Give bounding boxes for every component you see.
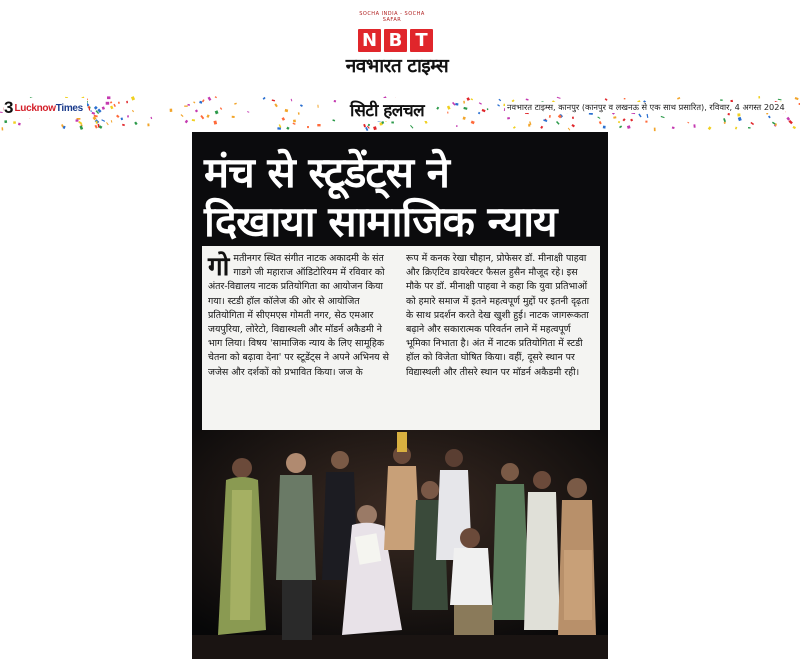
confetti-piece (507, 117, 510, 119)
confetti-piece (298, 112, 300, 114)
confetti-piece (187, 104, 190, 106)
edition-brand (14, 103, 82, 114)
nbt-logo-letter-b: B (384, 29, 407, 52)
confetti-piece (0, 112, 3, 113)
confetti-piece (180, 114, 183, 117)
confetti-piece (603, 126, 606, 129)
confetti-piece (232, 116, 235, 118)
confetti-piece (147, 123, 149, 126)
section-strip (0, 92, 800, 132)
confetti-piece (317, 105, 318, 108)
confetti-piece (720, 99, 723, 100)
confetti-piece (540, 126, 543, 129)
stage-photo (192, 430, 608, 659)
confetti-piece (106, 102, 110, 105)
confetti-piece (91, 112, 95, 115)
article-body (202, 246, 600, 430)
confetti-piece (193, 101, 195, 103)
confetti-piece (102, 106, 105, 110)
headline-line-2: दिखाया सामाजिक न्याय (204, 197, 557, 246)
confetti-piece (274, 103, 278, 107)
confetti-piece (132, 110, 134, 112)
confetti-piece (728, 113, 730, 115)
headline (204, 148, 604, 246)
confetti-piece (618, 121, 620, 123)
confetti-piece (200, 115, 204, 119)
headline-line-1: मंच से स्टूडेंट्स ने (204, 148, 449, 197)
confetti-piece (613, 116, 616, 118)
confetti-piece (738, 117, 742, 121)
confetti-piece (90, 110, 92, 112)
confetti-piece (599, 121, 602, 124)
confetti-piece (2, 127, 4, 130)
confetti-piece (478, 112, 481, 115)
confetti-piece (638, 114, 641, 118)
confetti-piece (127, 115, 129, 117)
confetti-piece (272, 99, 275, 101)
section-title: सिटी हलचल (346, 98, 428, 121)
confetti-piece (286, 127, 289, 130)
confetti-piece (447, 106, 451, 110)
confetti-piece (605, 98, 608, 101)
confetti-piece (482, 109, 486, 112)
body-column-2 (406, 252, 594, 426)
confetti-piece (748, 127, 751, 129)
confetti-piece (556, 121, 560, 125)
confetti-piece (647, 114, 649, 118)
newspaper-name: नवभारत टाइम्स (345, 55, 449, 77)
confetti-piece (788, 120, 792, 124)
confetti-piece (456, 125, 458, 127)
confetti-piece (549, 115, 551, 118)
confetti-piece (111, 120, 113, 123)
dateline: नवभारत टाइम्स, कानपुर (कानपुर व लखनऊ से एक साथ प्रसारित), रविवार, 4 अगस्त 2024 (507, 102, 785, 112)
confetti-piece (78, 121, 82, 125)
confetti-piece (768, 116, 771, 119)
confetti-piece (184, 106, 188, 107)
confetti-piece (778, 99, 782, 101)
confetti-piece (113, 104, 116, 107)
confetti-piece (96, 121, 98, 124)
masthead (0, 0, 800, 84)
confetti-piece (291, 99, 293, 102)
confetti-piece (120, 117, 123, 120)
confetti-piece (213, 121, 217, 125)
confetti-piece (497, 104, 500, 107)
edition-brand-part1: Lucknow (14, 102, 56, 114)
confetti-piece (116, 115, 119, 118)
confetti-piece (479, 102, 482, 104)
confetti-piece (293, 120, 296, 123)
confetti-piece (202, 99, 205, 102)
confetti-piece (76, 119, 79, 121)
confetti-piece (94, 106, 98, 110)
confetti-piece (363, 124, 366, 127)
confetti-piece (234, 103, 237, 105)
confetti-piece (572, 117, 574, 119)
confetti-piece (107, 96, 110, 99)
confetti-piece (466, 97, 470, 101)
confetti-piece (597, 117, 600, 119)
body-text-2: रूप में कनक रेखा चौहान, प्रोफेसर डॉ. मीनाक्षी पाहवा और क्रिएटिव डायरेक्टर फैसल हुसैन मौजूद रहे। इस मौके पर डॉ. मीनाक्षी पाहवा ने कहा कि युवा प्रतिभाओं को हमारे समाज में इतने महत्वपूर्ण मुद्दों पर इतनी दृढ़ता के साथ प्रदर्शन करते देख खुशी हुई। नाटक जागरूकता बढ़ाने और सकारात्मक परिवर्तन लाने में महत्वपूर्ण भूमिका निभाता है। अंत में नाटक प्रतियोगिता में स्टडी हॉल को विजेता घोषित किया। वहीं, दूसरे स्थान पर विद्यास्थली और तीसरे स्थान पर मॉडर्न अकैडमी रही। (406, 253, 590, 378)
confetti-piece (199, 101, 202, 104)
confetti-piece (170, 109, 173, 112)
confetti-piece (750, 122, 754, 125)
confetti-piece (455, 103, 458, 106)
confetti-piece (410, 125, 413, 129)
confetti-piece (624, 98, 626, 99)
edition-number: 3 (4, 98, 14, 117)
dropcap: गो (208, 252, 230, 282)
confetti-piece (436, 107, 439, 110)
confetti-piece (94, 125, 97, 129)
confetti-piece (447, 112, 448, 114)
article-panel (192, 132, 608, 659)
confetti-piece (126, 101, 128, 103)
confetti-piece (206, 114, 209, 118)
confetti-piece (101, 119, 105, 122)
confetti-piece (300, 104, 303, 107)
confetti-piece (557, 97, 561, 99)
confetti-piece (134, 122, 137, 126)
confetti-piece (619, 125, 622, 128)
confetti-piece (122, 124, 125, 126)
confetti-piece (391, 122, 394, 124)
confetti-piece (263, 97, 266, 100)
confetti-piece (622, 118, 625, 121)
nbt-logo (358, 29, 433, 53)
confetti-piece (18, 123, 21, 126)
confetti-piece (568, 128, 571, 131)
confetti-piece (627, 125, 631, 129)
confetti-piece (279, 124, 282, 128)
confetti-piece (150, 117, 152, 119)
confetti-piece (317, 124, 320, 126)
confetti-piece (630, 119, 633, 122)
confetti-piece (793, 126, 796, 129)
confetti-piece (293, 123, 296, 125)
confetti-piece (654, 128, 656, 132)
confetti-piece (463, 107, 467, 110)
confetti-piece (526, 99, 529, 101)
confetti-piece (285, 109, 289, 112)
confetti-piece (118, 102, 120, 104)
confetti-piece (106, 122, 109, 125)
confetti-piece (215, 96, 217, 98)
confetti-piece (758, 96, 760, 98)
confetti-piece (334, 100, 337, 102)
masthead-tagline: SOCHA INDIA - SOCHA SAFAR (359, 11, 425, 23)
confetti-piece (723, 122, 726, 125)
confetti-piece (282, 117, 286, 121)
confetti-piece (463, 101, 465, 104)
confetti-piece (79, 126, 83, 130)
confetti-piece (661, 116, 665, 118)
confetti-piece (4, 120, 7, 123)
confetti-piece (247, 111, 249, 113)
confetti-piece (677, 97, 680, 100)
confetti-piece (208, 97, 212, 101)
confetti-piece (513, 126, 516, 129)
confetti-piece (471, 98, 474, 100)
confetti-piece (708, 126, 712, 130)
confetti-piece (471, 121, 475, 125)
body-text-1: मतीनगर स्थित संगीत नाटक अकादमी के संत गाडगे जी महाराज ऑडिटोरियम में रविवार को अंतर-विद्यालय नाटक प्रतियोगिता का आयोजन किया गया। स्टडी हॉल कॉलेज की ओर से आयोजित प्रतियोगिता में सीएमएस गोमती नगर, सेठ एमआर जयपुरिया, लोरेटो, विद्यास्थली और मॉडर्न अकैडमी ने भाग लिया। विषय 'सामाजिक न्याय के लिए सामूहिक चेतना को बढ़ावा देना' पर स्टूडेंट्स ने अपने अभिनय से जजेस और दर्शकों को प्रभावित किया। जज के (208, 253, 389, 378)
confetti-piece (723, 118, 726, 122)
confetti-piece (645, 121, 647, 123)
confetti-piece (452, 102, 456, 106)
confetti-piece (215, 110, 219, 114)
confetti-piece (368, 124, 370, 126)
confetti-piece (332, 119, 335, 121)
confetti-piece (786, 117, 790, 121)
confetti-piece (571, 124, 575, 127)
edition-brand-part2: Times (55, 102, 83, 114)
confetti-piece (737, 113, 740, 116)
nbt-logo-letter-n: N (358, 29, 381, 52)
confetti-piece (687, 122, 689, 124)
confetti-piece (498, 99, 501, 101)
edition-badge (4, 98, 87, 118)
confetti-piece (110, 101, 112, 103)
confetti-piece (672, 127, 675, 130)
confetti-piece (131, 96, 135, 100)
confetti-piece (192, 119, 195, 121)
confetti-piece (373, 126, 377, 130)
confetti-piece (110, 106, 113, 110)
confetti-piece (463, 117, 466, 120)
confetti-piece (185, 120, 188, 124)
body-column-1 (208, 252, 396, 426)
confetti-piece (13, 121, 16, 124)
confetti-piece (220, 107, 222, 110)
nbt-logo-letter-t: T (410, 29, 433, 52)
confetti-piece (735, 127, 737, 130)
confetti-piece (195, 109, 198, 112)
confetti-piece (795, 97, 799, 100)
confetti-piece (307, 126, 309, 128)
confetti-piece (693, 124, 695, 127)
confetti-piece (487, 108, 488, 110)
